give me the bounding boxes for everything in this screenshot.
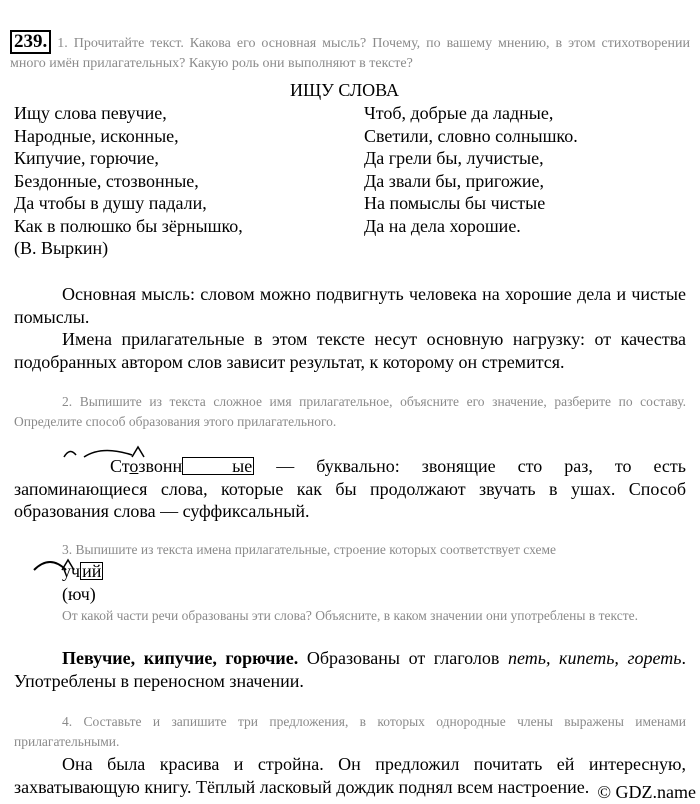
task-3: 3. Выпишите из текста имена прилагательные, строение которых соответствует схеме	[62, 542, 557, 557]
root-arc-icon	[32, 556, 82, 574]
task-1	[10, 30, 690, 74]
poem-line: Как в полюшко бы зёрнышко,	[14, 215, 243, 236]
poem-line: Да грели бы, лучистые,	[364, 148, 544, 168]
ending-box: ые	[182, 457, 254, 475]
poem-line: Да на дела хорошие.	[364, 215, 521, 236]
task-1-text: 1. Прочитайте текст. Какова его основная мысль? Почему, по вашему мнению, в этом стихотворении много имён прилагательных? Какую роль они выполняют в тексте?	[10, 36, 690, 71]
poem-line: Да звали бы, пригожие,	[364, 170, 544, 191]
poem-line: На помыслы бы чистые	[364, 193, 546, 213]
poem-right-column	[364, 102, 578, 237]
answer-3: Певучие, кипучие, горючие. Образованы от глаголов петь, кипеть, гореть. Употреблены в переносном значении.	[14, 648, 686, 691]
watermark: © GDZ.name	[597, 782, 696, 802]
poem-line: (В. Выркин)	[14, 238, 109, 258]
poem-line: Светили, словно солнышко.	[364, 125, 578, 146]
poem-left-column	[14, 102, 243, 260]
poem-line: Ищу слова певучие,	[14, 103, 167, 123]
answer-1-p1: Основная мысль: словом можно подвигнуть человека на хорошие дела и чистые помыслы.	[14, 284, 686, 327]
poem-line: Бездонные, стозвонные,	[14, 170, 199, 191]
scheme-variant: (юч)	[62, 584, 96, 604]
root-arc-icon	[62, 445, 172, 459]
answer-2	[14, 455, 686, 523]
morpheme-word: Стозвонн ые	[62, 455, 254, 478]
poem-line: Народные, исконные,	[14, 125, 179, 146]
answer-4: Она была красива и стройна. Он предложил почитать ей интересную, захватывающую книгу. Тёплый ласковый дождик поднял всем настроение.	[14, 754, 686, 797]
task-4: 4. Составьте и запишите три предложения, в которых однородные члены выражены именами прилагательными.	[14, 714, 686, 749]
poem-line: Кипучие, горючие,	[14, 148, 159, 168]
answer-2-text: — буквально: звонящие сто раз, то есть запоминающиеся слова, которые как бы продолжают звучать в ушах. Способ образования слова — суффиксальный.	[14, 456, 686, 521]
poem-title: ИЩУ СЛОВА	[290, 80, 400, 100]
exercise-number: 239.	[10, 30, 51, 54]
task-2: 2. Выпишите из текста сложное имя прилагательное, объясните его значение, разберите по составу. Определите способ образования этого прилагательного.	[14, 394, 686, 429]
morpheme-scheme: уч ий	[62, 560, 103, 583]
poem-line: Чтоб, добрые да ладные,	[364, 103, 554, 123]
poem-line: Да чтобы в душу падали,	[14, 193, 207, 213]
task-3b: От какой части речи образованы эти слова? Объясните, в каком значении они употреблены в тексте.	[62, 608, 638, 623]
answer-1	[14, 283, 686, 373]
answer-1-p2: Имена прилагательные в этом тексте несут основную нагрузку: от качества подобранных автором слов зависит результат, к которому он стремится.	[14, 329, 686, 372]
